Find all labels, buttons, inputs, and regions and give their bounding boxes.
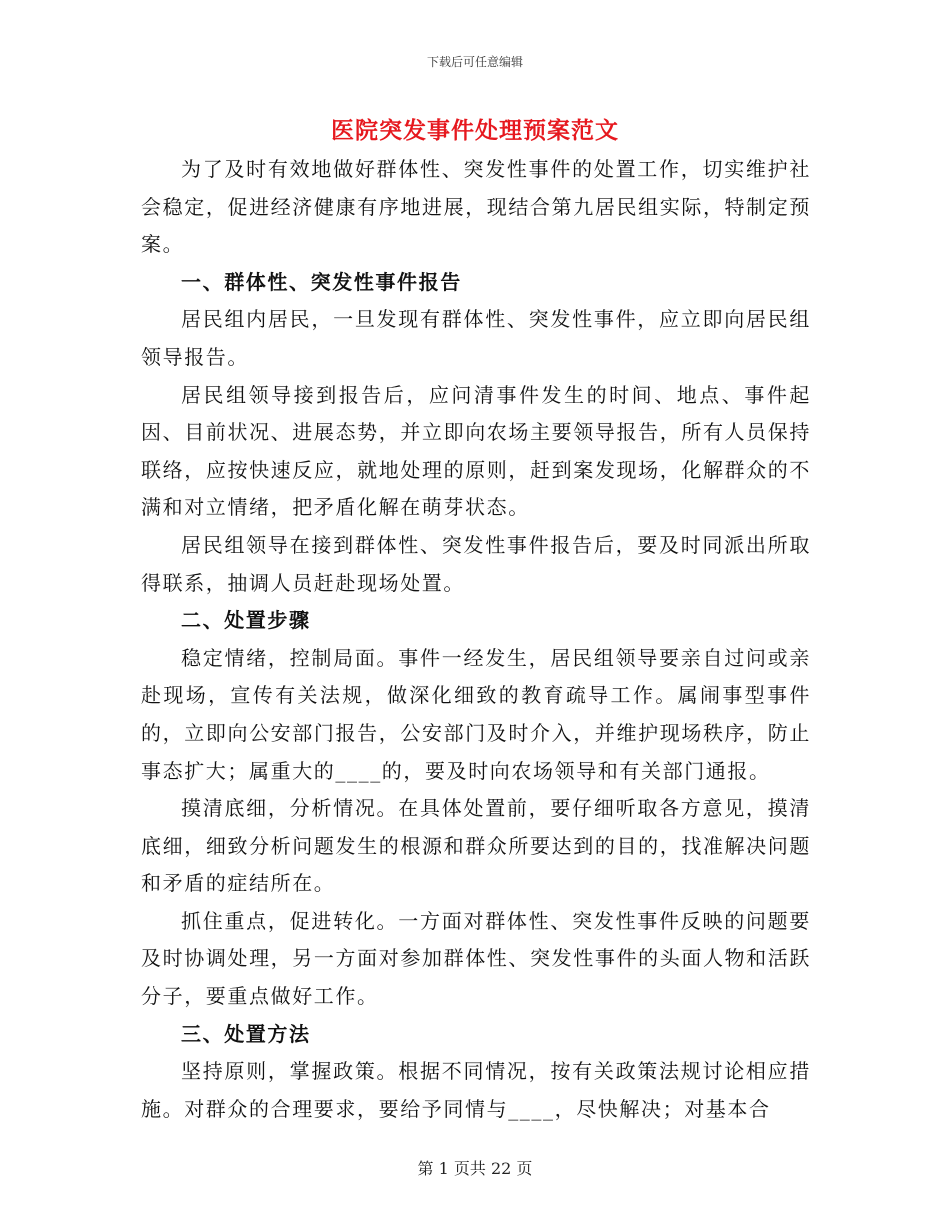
document-title: 医院突发事件处理预案范文 xyxy=(331,117,619,144)
paragraph: 居民组领导在接到群体性、突发性事件报告后，要及时同派出所取得联系，抽调人员赶赴现场处置。 xyxy=(141,532,811,595)
intro-paragraph: 为了及时有效地做好群体性、突发性事件的处置工作，切实维护社会稳定，促进经济健康有序地进展，现结合第九居民组实际，特制定预案。 xyxy=(141,157,811,257)
paragraph: 坚持原则，掌握政策。根据不同情况，按有关政策法规讨论相应措施。对群众的合理要求，要给予同情与____，尽快解决；对基本合 xyxy=(141,1059,811,1121)
page-header: 下载后可任意编辑 xyxy=(426,55,523,69)
paragraph: 抓住重点，促进转化。一方面对群体性、突发性事件反映的问题要及时协调处理，另一方面对参加群体性、突发性事件的头面人物和活跃分子，要重点做好工作。 xyxy=(141,908,811,1009)
section-heading-3: 三、处置方法 xyxy=(181,1021,311,1046)
section-heading-1: 一、群体性、突发性事件报告 xyxy=(181,269,462,294)
paragraph: 稳定情绪，控制局面。事件一经发生，居民组领导要亲自过问或亲赴现场，宣传有关法规，做深化细致的教育疏导工作。属闹事型事件的，立即向公安部门报告，公安部门及时介入，并维护现场秩序，防止事态扩大；属重大的____的，要及时向农场领导和有关部门通报。 xyxy=(141,645,811,783)
paragraph: 居民组领导接到报告后，应问清事件发生的时间、地点、事件起因、目前状况、进展态势，并立即向农场主要领导报告，所有人员保持联络，应按快速反应，就地处理的原则，赶到案发现场，化解群众的不满和对立情绪，把矛盾化解在萌芽状态。 xyxy=(141,382,811,520)
page-footer: 第 1 页共 22 页 xyxy=(417,1159,533,1178)
paragraph: 摸清底细，分析情况。在具体处置前，要仔细听取各方意见，摸清底细，细致分析问题发生的根源和群众所要达到的目的，找准解决问题和矛盾的症结所在。 xyxy=(141,796,811,896)
section-heading-2: 二、处置步骤 xyxy=(181,608,311,633)
paragraph: 居民组内居民，一旦发现有群体性、突发性事件，应立即向居民组领导报告。 xyxy=(141,307,811,369)
document-body xyxy=(141,151,811,1128)
